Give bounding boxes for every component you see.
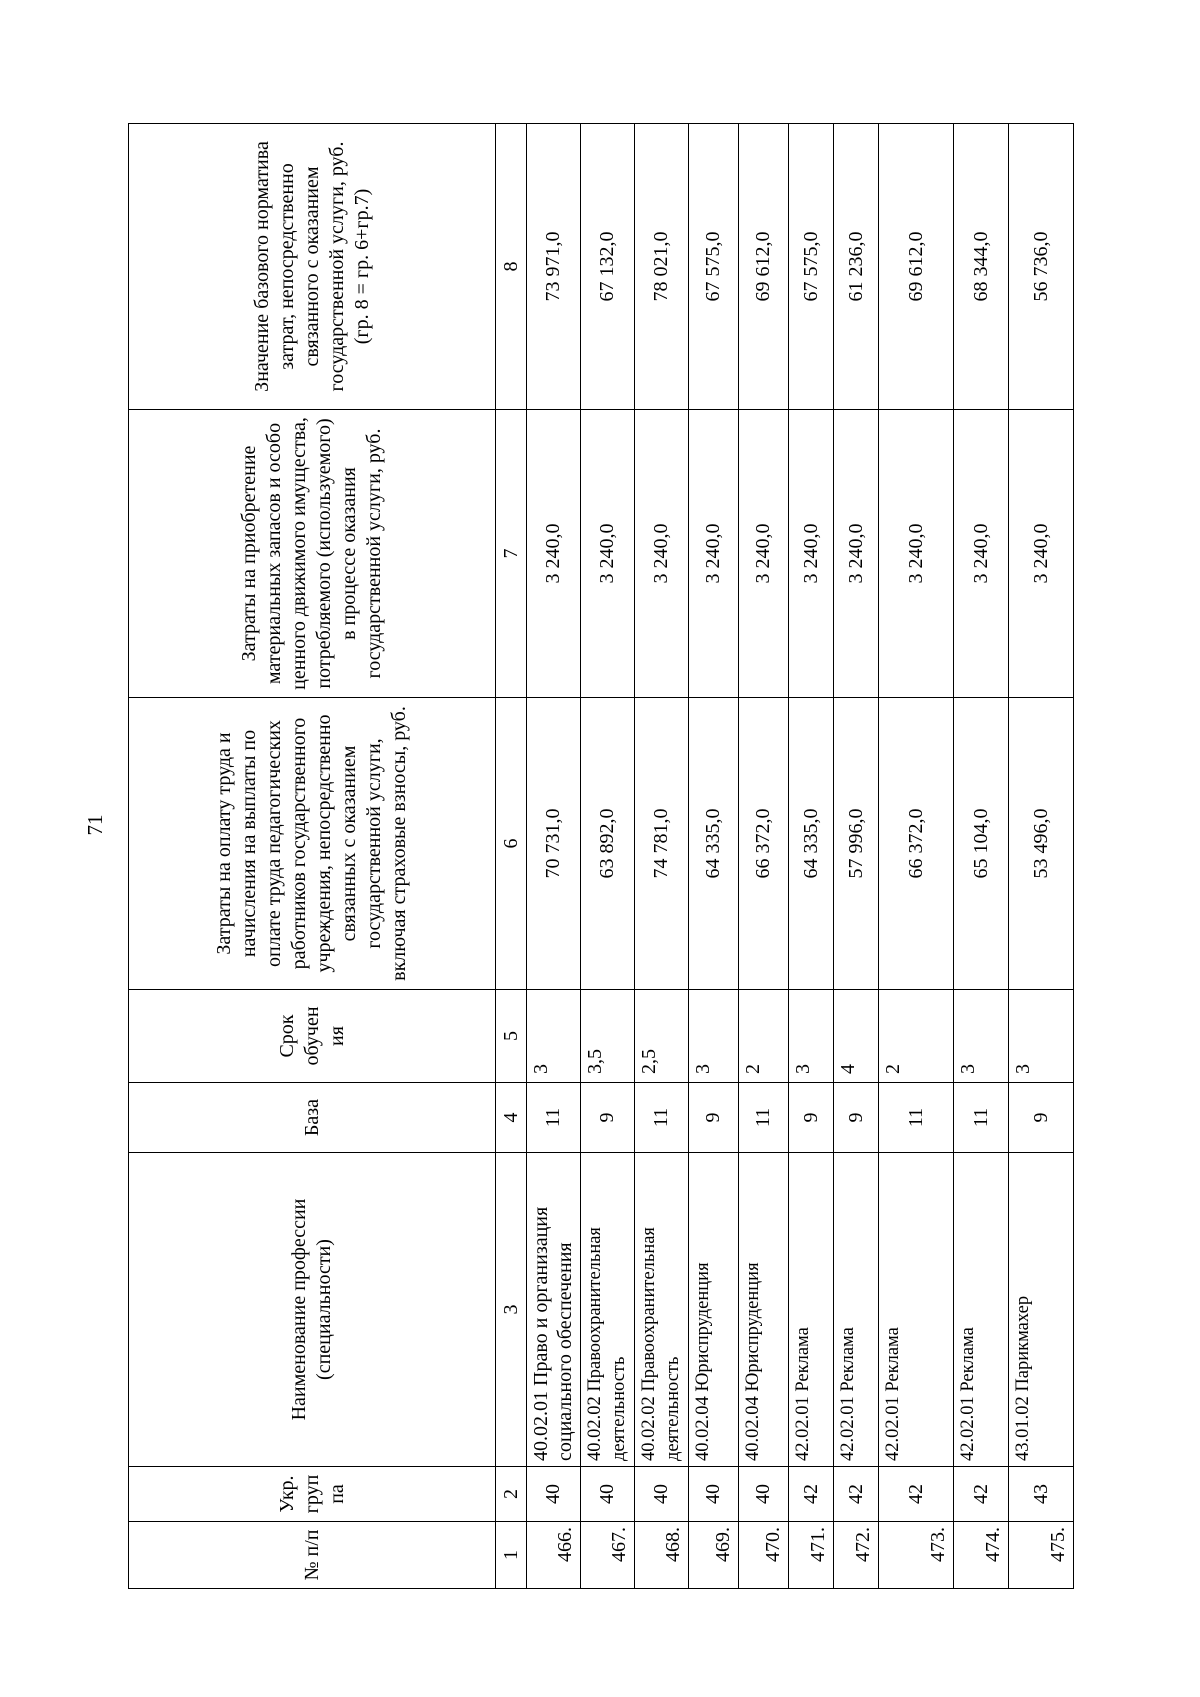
- table-header-row: [129, 124, 496, 1589]
- row-base-norm: 56 736,0: [1009, 124, 1074, 410]
- column-number: 8: [496, 124, 527, 410]
- rotated-table-container: [128, 124, 1088, 1589]
- row-profession-name: 43.01.02 Парикмахер: [1009, 1153, 1074, 1467]
- header-term: Срок обучен ия: [129, 990, 496, 1083]
- row-labor-costs: 66 372,0: [879, 698, 954, 990]
- column-number: 4: [496, 1083, 527, 1153]
- row-labor-costs: 57 996,0: [834, 698, 879, 990]
- column-number: 2: [496, 1467, 527, 1522]
- table-row: [789, 124, 834, 1589]
- column-number: 6: [496, 698, 527, 990]
- row-material-costs: 3 240,0: [581, 410, 635, 698]
- row-term: 3: [954, 990, 1009, 1083]
- row-number: 468.: [635, 1522, 689, 1589]
- row-number: 473.: [879, 1522, 954, 1589]
- page-number: 71: [83, 814, 107, 836]
- column-number: 3: [496, 1153, 527, 1467]
- row-material-costs: 3 240,0: [879, 410, 954, 698]
- table-row: [954, 124, 1009, 1589]
- table-row: [834, 124, 879, 1589]
- row-base-norm: 61 236,0: [834, 124, 879, 410]
- row-base-norm: 78 021,0: [635, 124, 689, 410]
- row-group: 40: [581, 1467, 635, 1522]
- header-labor-costs: Затраты на оплату труда и начисления на выплаты по оплате труда педагогических работников государственного учреждения, непосредственно связанных с оказанием государственной услуги, включая страховые взносы, руб.: [129, 698, 496, 990]
- row-group: 40: [635, 1467, 689, 1522]
- header-number: № п/п: [129, 1522, 496, 1589]
- row-profession-name: 40.02.04 Юриспруденция: [739, 1153, 789, 1467]
- row-material-costs: 3 240,0: [789, 410, 834, 698]
- header-profession-name: Наименование профессии (специальности): [129, 1153, 496, 1467]
- row-profession-name: 42.02.01 Реклама: [834, 1153, 879, 1467]
- row-group: 42: [834, 1467, 879, 1522]
- row-labor-costs: 64 335,0: [789, 698, 834, 990]
- column-number: 5: [496, 990, 527, 1083]
- table-row: [689, 124, 739, 1589]
- cost-norm-table: [128, 123, 1074, 1589]
- row-base-norm: 67 132,0: [581, 124, 635, 410]
- row-profession-name: 40.02.02 Правоохранительная деятельность: [581, 1153, 635, 1467]
- row-term: 3: [789, 990, 834, 1083]
- column-number-row: [496, 124, 527, 1589]
- row-base: 9: [789, 1083, 834, 1153]
- row-group: 40: [527, 1467, 581, 1522]
- row-profession-name: 40.02.02 Правоохранительная деятельность: [635, 1153, 689, 1467]
- row-base-norm: 73 971,0: [527, 124, 581, 410]
- row-number: 474.: [954, 1522, 1009, 1589]
- row-group: 43: [1009, 1467, 1074, 1522]
- row-base: 11: [739, 1083, 789, 1153]
- header-group: Укр. груп па: [129, 1467, 496, 1522]
- row-base-norm: 67 575,0: [689, 124, 739, 410]
- row-base-norm: 68 344,0: [954, 124, 1009, 410]
- row-material-costs: 3 240,0: [954, 410, 1009, 698]
- row-base: 9: [689, 1083, 739, 1153]
- row-base: 11: [879, 1083, 954, 1153]
- row-labor-costs: 74 781,0: [635, 698, 689, 990]
- row-group: 42: [879, 1467, 954, 1522]
- row-material-costs: 3 240,0: [1009, 410, 1074, 698]
- table-row: [739, 124, 789, 1589]
- row-material-costs: 3 240,0: [739, 410, 789, 698]
- row-base: 9: [581, 1083, 635, 1153]
- row-labor-costs: 64 335,0: [689, 698, 739, 990]
- row-labor-costs: 66 372,0: [739, 698, 789, 990]
- row-term: 2: [879, 990, 954, 1083]
- row-term: 3: [1009, 990, 1074, 1083]
- row-number: 470.: [739, 1522, 789, 1589]
- row-labor-costs: 65 104,0: [954, 698, 1009, 990]
- row-number: 475.: [1009, 1522, 1074, 1589]
- row-base: 9: [1009, 1083, 1074, 1153]
- row-base: 11: [527, 1083, 581, 1153]
- row-number: 466.: [527, 1522, 581, 1589]
- column-number: 1: [496, 1522, 527, 1589]
- table-row: [635, 124, 689, 1589]
- row-term: 3: [689, 990, 739, 1083]
- row-term: 3,5: [581, 990, 635, 1083]
- row-term: 2,5: [635, 990, 689, 1083]
- row-number: 471.: [789, 1522, 834, 1589]
- row-labor-costs: 53 496,0: [1009, 698, 1074, 990]
- row-profession-name: 40.02.01 Право и организация социального обеспечения: [527, 1153, 581, 1467]
- row-group: 40: [739, 1467, 789, 1522]
- row-group: 42: [789, 1467, 834, 1522]
- row-profession-name: 42.02.01 Реклама: [954, 1153, 1009, 1467]
- row-material-costs: 3 240,0: [527, 410, 581, 698]
- row-group: 40: [689, 1467, 739, 1522]
- row-term: 4: [834, 990, 879, 1083]
- row-term: 2: [739, 990, 789, 1083]
- row-material-costs: 3 240,0: [635, 410, 689, 698]
- table-row: [581, 124, 635, 1589]
- row-number: 469.: [689, 1522, 739, 1589]
- header-base-norm: Значение базового норматива затрат, непосредственно связанного с оказанием государственной услуги, руб. (гр. 8 = гр. 6+гр.7): [129, 124, 496, 410]
- row-profession-name: 40.02.04 Юриспруденция: [689, 1153, 739, 1467]
- table-row: [879, 124, 954, 1589]
- row-profession-name: 42.02.01 Реклама: [789, 1153, 834, 1467]
- row-base-norm: 69 612,0: [879, 124, 954, 410]
- row-material-costs: 3 240,0: [834, 410, 879, 698]
- row-base-norm: 69 612,0: [739, 124, 789, 410]
- row-number: 472.: [834, 1522, 879, 1589]
- row-material-costs: 3 240,0: [689, 410, 739, 698]
- header-base: База: [129, 1083, 496, 1153]
- row-labor-costs: 63 892,0: [581, 698, 635, 990]
- row-profession-name: 42.02.01 Реклама: [879, 1153, 954, 1467]
- row-labor-costs: 70 731,0: [527, 698, 581, 990]
- table-row: [527, 124, 581, 1589]
- header-material-costs: Затраты на приобретение материальных запасов и особо ценного движимого имущества, потребляемого (используемого) в процессе оказания государственной услуги, руб.: [129, 410, 496, 698]
- row-base-norm: 67 575,0: [789, 124, 834, 410]
- row-base: 9: [834, 1083, 879, 1153]
- row-term: 3: [527, 990, 581, 1083]
- row-number: 467.: [581, 1522, 635, 1589]
- row-base: 11: [635, 1083, 689, 1153]
- row-group: 42: [954, 1467, 1009, 1522]
- row-base: 11: [954, 1083, 1009, 1153]
- column-number: 7: [496, 410, 527, 698]
- table-row: [1009, 124, 1074, 1589]
